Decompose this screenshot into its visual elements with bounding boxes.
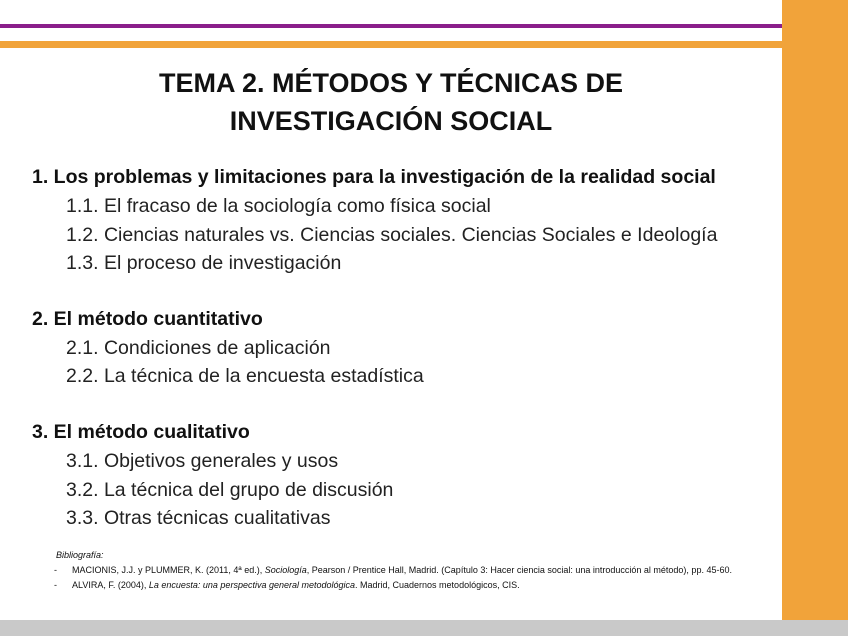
footer-band — [0, 620, 848, 636]
bibliography-ref — [56, 563, 776, 578]
section-3-heading: 3. El método cualitativo — [32, 421, 250, 443]
section-3-item-3: 3.3. Otras técnicas cualitativas — [66, 507, 331, 529]
section-3-item-1: 3.1. Objetivos generales y usos — [66, 450, 339, 472]
ref-bullet: - — [54, 580, 57, 590]
bibliography-heading: Bibliografía: — [56, 550, 104, 560]
section-2-heading: 2. El método cuantitativo — [32, 308, 263, 330]
section-1-item-2: 1.2. Ciencias naturales vs. Ciencias sociales. Ciencias Sociales e Ideología — [66, 224, 718, 246]
section-1-item-3: 1.3. El proceso de investigación — [66, 252, 342, 274]
slide-title — [0, 64, 782, 140]
section-2-item-1: 2.1. Condiciones de aplicación — [66, 337, 331, 359]
slide-title-line-2: INVESTIGACIÓN SOCIAL — [229, 106, 553, 136]
purple-rule — [0, 24, 782, 28]
ref-title: Sociología — [264, 565, 307, 575]
bibliography — [56, 548, 776, 593]
slide-title-line-1: TEMA 2. MÉTODOS Y TÉCNICAS DE — [158, 68, 624, 98]
section-1-item-1: 1.1. El fracaso de la sociología como física social — [66, 195, 491, 217]
ref-details: , Pearson / Prentice Hall, Madrid. (Capítulo 3: Hacer ciencia social: una introducción al método), pp. 45-60. — [306, 565, 732, 575]
ref-authors: ALVIRA, F. (2004), — [72, 580, 149, 590]
section-2-item-2: 2.2. La técnica de la encuesta estadística — [66, 365, 424, 387]
orange-side-band — [782, 0, 848, 636]
ref-bullet: - — [54, 565, 57, 575]
section-1-heading: 1. Los problemas y limitaciones para la investigación de la realidad social — [32, 166, 716, 188]
bibliography-ref — [56, 578, 776, 593]
ref-title: La encuesta: una perspectiva general metodológica — [148, 580, 356, 590]
section-3-item-2: 3.2. La técnica del grupo de discusión — [66, 479, 394, 501]
ref-authors: MACIONIS, J.J. y PLUMMER, K. (2011, 4ª ed.), — [72, 565, 265, 575]
orange-rule — [0, 41, 782, 48]
ref-details: . Madrid, Cuadernos metodológicos, CIS. — [355, 580, 520, 590]
